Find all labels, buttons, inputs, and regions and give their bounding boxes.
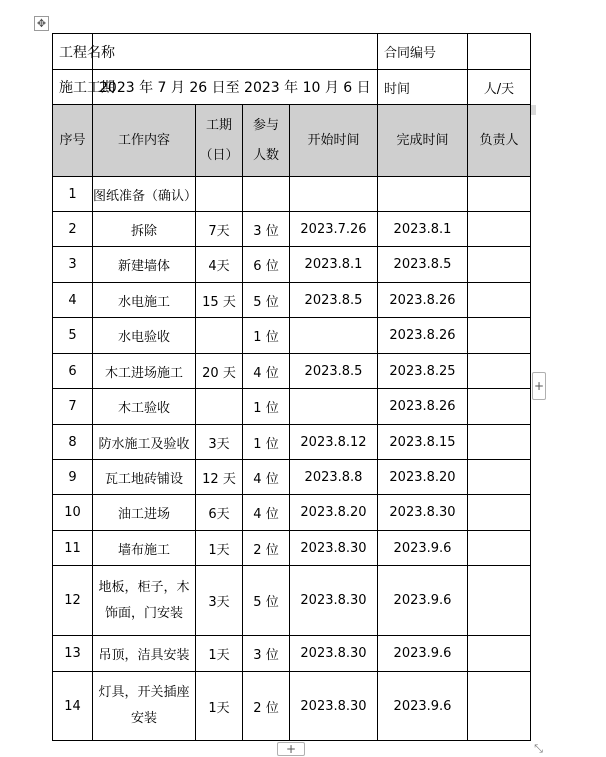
table-row xyxy=(53,177,531,212)
cell-people[interactable]: 4 位 xyxy=(243,495,290,531)
cell-no[interactable]: 2 xyxy=(53,212,93,247)
cell-owner[interactable] xyxy=(468,566,531,636)
cell-finish[interactable]: 2023.8.1 xyxy=(378,212,468,247)
header-people-line1: 参与 xyxy=(252,117,279,133)
cell-finish[interactable]: 2023.8.30 xyxy=(378,495,468,531)
cell-people[interactable]: 3 位 xyxy=(243,636,290,672)
cell-start[interactable] xyxy=(290,318,378,354)
table-row xyxy=(53,318,531,354)
cell-start[interactable]: 2023.8.8 xyxy=(290,460,378,495)
table-row xyxy=(53,283,531,318)
contract-no-value[interactable] xyxy=(468,34,531,70)
cell-days[interactable]: 7天 xyxy=(196,212,243,247)
cell-finish[interactable]: 2023.8.5 xyxy=(378,247,468,283)
period-label: 施工工期 xyxy=(53,70,93,105)
cell-start[interactable]: 2023.8.30 xyxy=(290,566,378,636)
cell-people[interactable]: 3 位 xyxy=(243,212,290,247)
table-row xyxy=(53,636,531,672)
cell-no[interactable]: 5 xyxy=(53,318,93,354)
header-people-line2: 人数 xyxy=(252,147,279,163)
cell-finish[interactable]: 2023.9.6 xyxy=(378,636,468,672)
cell-owner[interactable] xyxy=(468,283,531,318)
cell-owner[interactable] xyxy=(468,460,531,495)
cell-days[interactable]: 1天 xyxy=(196,531,243,566)
cell-finish[interactable]: 2023.9.6 xyxy=(378,531,468,566)
cell-content[interactable]: 灯具，开关插座安装 xyxy=(93,672,196,741)
cell-finish[interactable]: 2023.9.6 xyxy=(378,672,468,741)
header-start: 开始时间 xyxy=(290,105,378,177)
construction-schedule-table xyxy=(52,33,531,741)
cell-content[interactable]: 防水施工及验收 xyxy=(93,425,196,460)
cell-people[interactable]: 6 位 xyxy=(243,247,290,283)
cell-owner[interactable] xyxy=(468,672,531,741)
project-name-label: 工程名称 xyxy=(53,34,93,70)
cell-owner[interactable] xyxy=(468,212,531,247)
cell-finish[interactable]: 2023.8.26 xyxy=(378,389,468,425)
header-finish: 完成时间 xyxy=(378,105,468,177)
cell-owner[interactable] xyxy=(468,247,531,283)
cell-no[interactable]: 7 xyxy=(53,389,93,425)
period-value[interactable]: 2023 年 7 月 26 日至 2023 年 10 月 6 日 xyxy=(93,70,378,105)
cell-days[interactable]: 1天 xyxy=(196,672,243,741)
cell-start[interactable]: 2023.8.30 xyxy=(290,636,378,672)
cell-people[interactable]: 5 位 xyxy=(243,566,290,636)
cell-finish[interactable]: 2023.8.25 xyxy=(378,354,468,389)
cell-start[interactable]: 2023.8.1 xyxy=(290,247,378,283)
cell-content[interactable]: 木工进场施工 xyxy=(93,354,196,389)
cell-owner[interactable] xyxy=(468,354,531,389)
cell-start[interactable]: 2023.8.5 xyxy=(290,283,378,318)
cell-start[interactable]: 2023.8.5 xyxy=(290,354,378,389)
table-row xyxy=(53,389,531,425)
cell-no[interactable]: 1 xyxy=(53,177,93,212)
cell-start[interactable] xyxy=(290,389,378,425)
cell-days[interactable]: 1天 xyxy=(196,636,243,672)
cell-days[interactable]: 3天 xyxy=(196,425,243,460)
table-row xyxy=(53,354,531,389)
cell-days[interactable]: 20 天 xyxy=(196,354,243,389)
cell-people[interactable]: 1 位 xyxy=(243,318,290,354)
header-days-line1: 工期 xyxy=(205,117,232,133)
cell-people[interactable]: 1 位 xyxy=(243,389,290,425)
cell-content[interactable]: 墙布施工 xyxy=(93,531,196,566)
cell-content[interactable]: 吊顶，洁具安装 xyxy=(93,636,196,672)
header-owner: 负责人 xyxy=(468,105,531,177)
cell-start[interactable]: 2023.8.30 xyxy=(290,531,378,566)
cell-owner[interactable] xyxy=(468,177,531,212)
header-row xyxy=(53,105,531,177)
cell-owner[interactable] xyxy=(468,425,531,460)
header-people xyxy=(243,105,290,177)
cell-no[interactable]: 3 xyxy=(53,247,93,283)
cell-no[interactable]: 8 xyxy=(53,425,93,460)
cell-finish[interactable]: 2023.8.15 xyxy=(378,425,468,460)
cell-start[interactable]: 2023.7.26 xyxy=(290,212,378,247)
cell-finish[interactable] xyxy=(378,177,468,212)
cell-start[interactable]: 2023.8.12 xyxy=(290,425,378,460)
cell-content[interactable]: 地板，柜子，木饰面，门安装 xyxy=(93,566,196,636)
cell-finish[interactable]: 2023.9.6 xyxy=(378,566,468,636)
cell-start[interactable]: 2023.8.20 xyxy=(290,495,378,531)
cell-content[interactable]: 瓦工地砖铺设 xyxy=(93,460,196,495)
header-content: 工作内容 xyxy=(93,105,196,177)
add-column-button[interactable]: + xyxy=(532,372,546,400)
cell-start[interactable]: 2023.8.30 xyxy=(290,672,378,741)
cell-owner[interactable] xyxy=(468,318,531,354)
table-row xyxy=(53,495,531,531)
cell-people[interactable]: 1 位 xyxy=(243,425,290,460)
cell-content[interactable]: 木工验收 xyxy=(93,389,196,425)
cell-people[interactable]: 2 位 xyxy=(243,531,290,566)
table-move-handle-icon[interactable]: ✥ xyxy=(34,16,49,31)
cell-no[interactable]: 6 xyxy=(53,354,93,389)
cell-days[interactable] xyxy=(196,318,243,354)
header-days-line2: （日） xyxy=(199,147,239,163)
cell-finish[interactable]: 2023.8.20 xyxy=(378,460,468,495)
cell-people[interactable]: 2 位 xyxy=(243,672,290,741)
cell-finish[interactable]: 2023.8.26 xyxy=(378,318,468,354)
info-row-project xyxy=(53,34,531,70)
table-resize-handle-icon[interactable]: ⤡ xyxy=(534,742,543,755)
cell-days[interactable] xyxy=(196,389,243,425)
cell-people[interactable]: 4 位 xyxy=(243,460,290,495)
cell-days[interactable]: 15 天 xyxy=(196,283,243,318)
cell-owner[interactable] xyxy=(468,531,531,566)
header-no: 序号 xyxy=(53,105,93,177)
cell-finish[interactable]: 2023.8.26 xyxy=(378,283,468,318)
table-row xyxy=(53,247,531,283)
cell-days[interactable]: 12 天 xyxy=(196,460,243,495)
project-name-value[interactable] xyxy=(93,34,378,70)
cell-no[interactable]: 10 xyxy=(53,495,93,531)
cell-people[interactable] xyxy=(243,177,290,212)
cell-content[interactable]: 拆除 xyxy=(93,212,196,247)
cell-no[interactable]: 14 xyxy=(53,672,93,741)
cell-no[interactable]: 9 xyxy=(53,460,93,495)
cell-content[interactable]: 油工进场 xyxy=(93,495,196,531)
cell-start[interactable] xyxy=(290,177,378,212)
cell-content[interactable]: 水电施工 xyxy=(93,283,196,318)
header-days xyxy=(196,105,243,177)
cell-days[interactable]: 6天 xyxy=(196,495,243,531)
cell-people[interactable]: 4 位 xyxy=(243,354,290,389)
table-row xyxy=(53,425,531,460)
add-row-button[interactable]: + xyxy=(277,742,305,756)
cell-people[interactable]: 5 位 xyxy=(243,283,290,318)
cell-owner[interactable] xyxy=(468,495,531,531)
table-row xyxy=(53,672,531,741)
cell-days[interactable]: 3天 xyxy=(196,566,243,636)
info-row-period xyxy=(53,70,531,105)
cell-no[interactable]: 4 xyxy=(53,283,93,318)
table-row xyxy=(53,531,531,566)
table-row xyxy=(53,566,531,636)
contract-no-label: 合同编号 xyxy=(378,34,468,70)
cell-content[interactable]: 图纸准备（确认） xyxy=(93,177,196,212)
cell-no[interactable]: 11 xyxy=(53,531,93,566)
time-label: 时间 xyxy=(378,70,468,105)
cell-no[interactable]: 13 xyxy=(53,636,93,672)
cell-no[interactable]: 12 xyxy=(53,566,93,636)
table-row xyxy=(53,212,531,247)
cell-content[interactable]: 新建墙体 xyxy=(93,247,196,283)
table-row xyxy=(53,460,531,495)
cell-days[interactable]: 4天 xyxy=(196,247,243,283)
cell-owner[interactable] xyxy=(468,636,531,672)
cell-content[interactable]: 水电验收 xyxy=(93,318,196,354)
cell-owner[interactable] xyxy=(468,389,531,425)
cell-days[interactable] xyxy=(196,177,243,212)
time-unit[interactable]: 人/天 xyxy=(468,70,531,105)
